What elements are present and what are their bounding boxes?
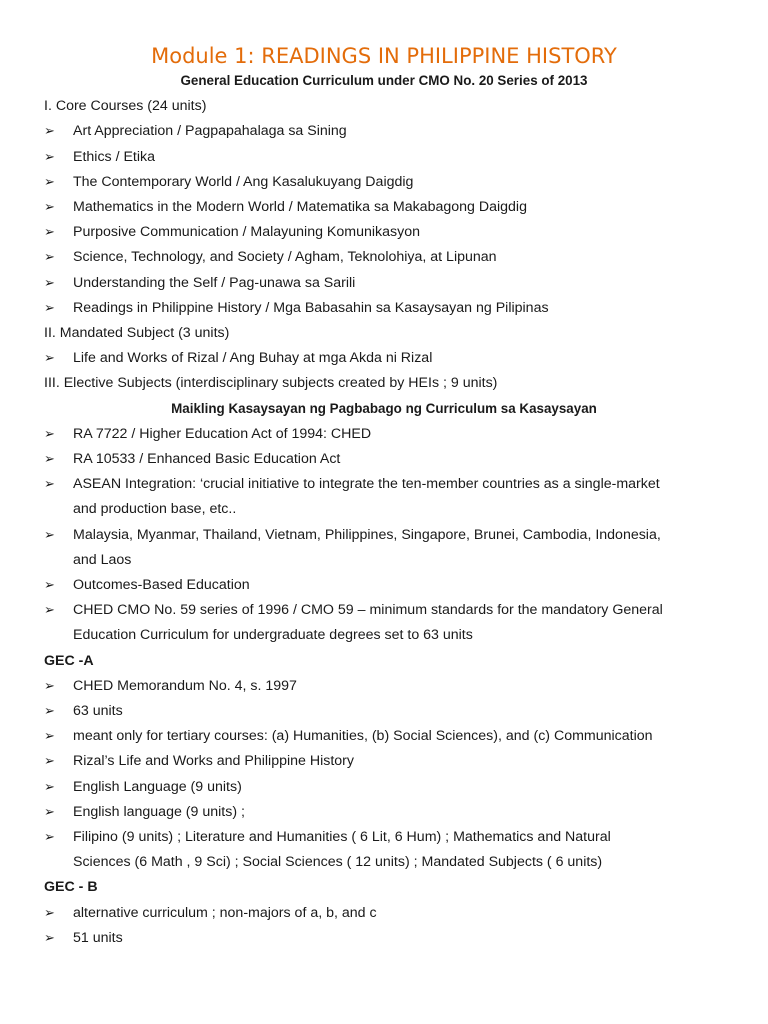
bullet-text: Filipino (9 units) ; Literature and Humanities ( 6 Lit, 6 Hum) ; Mathematics and Natural — [73, 829, 611, 845]
bullet-text: Life and Works of Rizal / Ang Buhay at mga Akda ni Rizal — [73, 350, 433, 366]
arrow-bullet-icon: ➢ — [44, 703, 55, 718]
bullet-continuation: Education Curriculum for undergraduate degrees set to 63 units — [73, 627, 473, 643]
arrow-bullet-icon: ➢ — [44, 678, 55, 693]
bullet-text: 63 units — [73, 703, 123, 719]
arrow-bullet-icon: ➢ — [44, 123, 55, 138]
bullet-text: ASEAN Integration: ‘crucial initiative to integrate the ten-member countries as a single-market — [73, 476, 660, 492]
arrow-bullet-icon: ➢ — [44, 224, 55, 239]
bullet-text: Art Appreciation / Pagpapahalaga sa Sining — [73, 123, 347, 139]
bullet-text: English language (9 units) ; — [73, 804, 245, 820]
section-subtitle: Maikling Kasaysayan ng Pagbabago ng Curriculum sa Kasaysayan — [171, 401, 597, 416]
bullet-text: alternative curriculum ; non-majors of a, b, and c — [73, 905, 377, 921]
arrow-bullet-icon: ➢ — [44, 476, 55, 491]
arrow-bullet-icon: ➢ — [44, 350, 55, 365]
bullet-text: Rizal’s Life and Works and Philippine History — [73, 753, 354, 769]
arrow-bullet-icon: ➢ — [44, 577, 55, 592]
section-heading: II. Mandated Subject (3 units) — [44, 325, 230, 341]
arrow-bullet-icon: ➢ — [44, 905, 55, 920]
bullet-text: RA 7722 / Higher Education Act of 1994: CHED — [73, 426, 372, 442]
arrow-bullet-icon: ➢ — [44, 149, 55, 164]
arrow-bullet-icon: ➢ — [44, 753, 55, 768]
arrow-bullet-icon: ➢ — [44, 527, 55, 542]
arrow-bullet-icon: ➢ — [44, 426, 55, 441]
section-subtitle: General Education Curriculum under CMO No. 20 Series of 2013 — [180, 73, 588, 88]
arrow-bullet-icon: ➢ — [44, 199, 55, 214]
bullet-text: Science, Technology, and Society / Agham, Teknolohiya, at Lipunan — [73, 249, 497, 265]
section-heading-bold: GEC - B — [44, 879, 98, 895]
arrow-bullet-icon: ➢ — [44, 275, 55, 290]
arrow-bullet-icon: ➢ — [44, 602, 55, 617]
bullet-text: Ethics / Etika — [73, 149, 156, 165]
bullet-text: The Contemporary World / Ang Kasalukuyang Daigdig — [73, 174, 414, 190]
section-heading: III. Elective Subjects (interdisciplinary subjects created by HEIs ; 9 units) — [44, 375, 498, 391]
bullet-text: Outcomes-Based Education — [73, 577, 250, 593]
arrow-bullet-icon: ➢ — [44, 829, 55, 844]
arrow-bullet-icon: ➢ — [44, 174, 55, 189]
arrow-bullet-icon: ➢ — [44, 728, 55, 743]
bullet-text: Malaysia, Myanmar, Thailand, Vietnam, Philippines, Singapore, Brunei, Cambodia, Indonesia, — [73, 527, 661, 543]
bullet-text: 51 units — [73, 930, 123, 946]
bullet-text: CHED CMO No. 59 series of 1996 / CMO 59 – minimum standards for the mandatory General — [73, 602, 663, 618]
section-heading: I. Core Courses (24 units) — [44, 98, 207, 114]
page-title: Module 1: READINGS IN PHILIPPINE HISTORY — [151, 44, 617, 68]
arrow-bullet-icon: ➢ — [44, 451, 55, 466]
bullet-text: Readings in Philippine History / Mga Babasahin sa Kasaysayan ng Pilipinas — [73, 300, 549, 316]
bullet-text: RA 10533 / Enhanced Basic Education Act — [73, 451, 341, 467]
bullet-text: meant only for tertiary courses: (a) Humanities, (b) Social Sciences), and (c) Communication — [73, 728, 653, 744]
arrow-bullet-icon: ➢ — [44, 249, 55, 264]
bullet-text: CHED Memorandum No. 4, s. 1997 — [73, 678, 297, 694]
bullet-text: Mathematics in the Modern World / Matematika sa Makabagong Daigdig — [73, 199, 527, 215]
bullet-text: Understanding the Self / Pag-unawa sa Sarili — [73, 275, 356, 291]
arrow-bullet-icon: ➢ — [44, 300, 55, 315]
bullet-continuation: and Laos — [73, 552, 132, 568]
bullet-text: English Language (9 units) — [73, 779, 242, 795]
section-heading-bold: GEC -A — [44, 653, 94, 669]
bullet-text: Purposive Communication / Malayuning Komunikasyon — [73, 224, 420, 240]
arrow-bullet-icon: ➢ — [44, 804, 55, 819]
arrow-bullet-icon: ➢ — [44, 779, 55, 794]
bullet-continuation: Sciences (6 Math , 9 Sci) ; Social Sciences ( 12 units) ; Mandated Subjects ( 6 units) — [73, 854, 603, 870]
bullet-continuation: and production base, etc.. — [73, 501, 237, 517]
arrow-bullet-icon: ➢ — [44, 930, 55, 945]
